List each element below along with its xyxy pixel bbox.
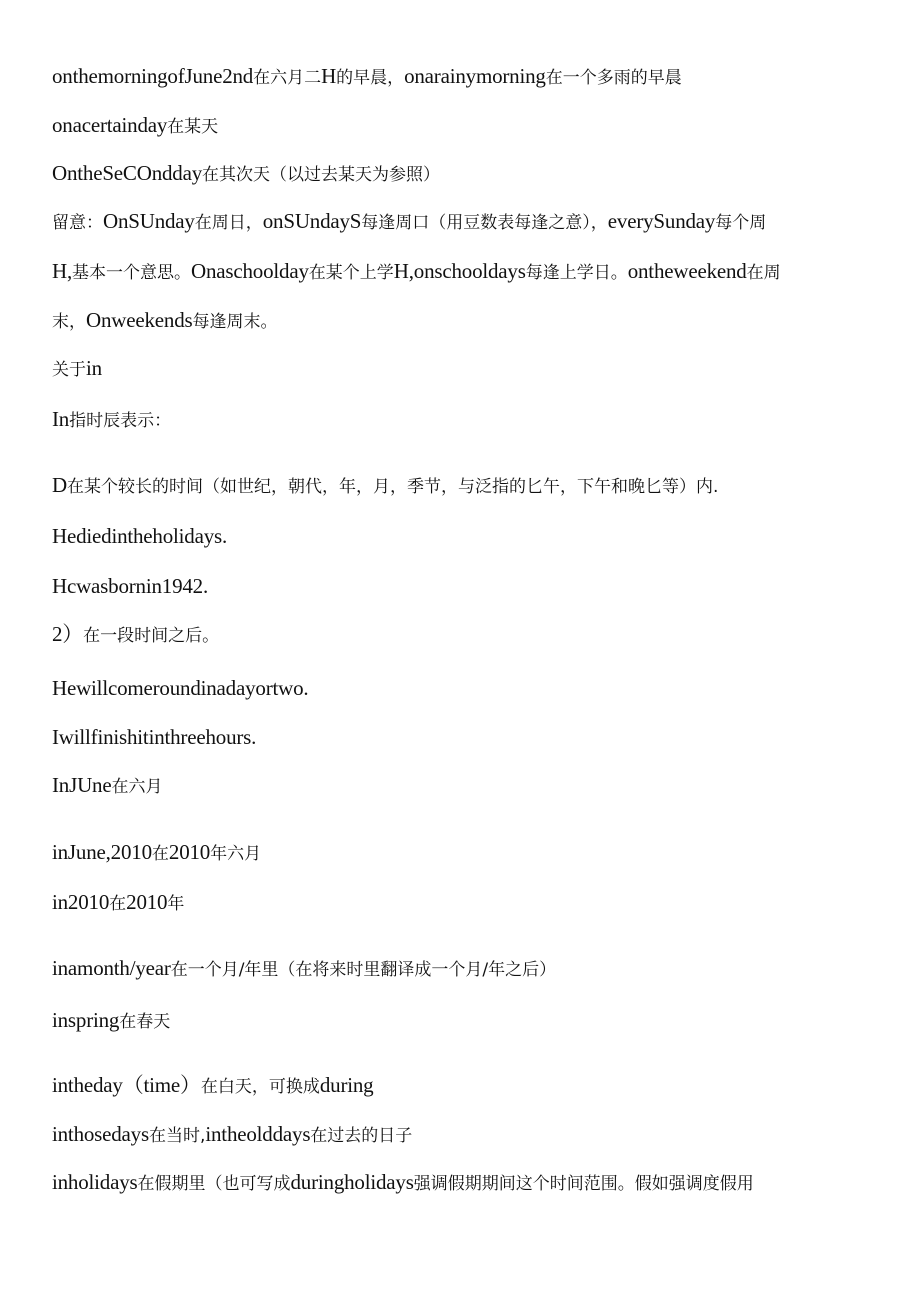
text-segment: 每逢周末。: [192, 312, 278, 332]
text-segment: 在周: [746, 263, 781, 283]
text-segment: Hewillcomeroundinadayortwo.: [52, 676, 309, 700]
text-segment: 在某个上学: [308, 263, 394, 283]
text-line-10: [52, 526, 227, 547]
text-segment: 末，: [52, 312, 86, 332]
text-segment: 在假期里（也可写成: [137, 1174, 291, 1194]
text-segment: onarainymorning: [404, 64, 546, 88]
text-segment: 在其次天（以过去某天为参照）: [202, 165, 441, 185]
text-line-20: [52, 1075, 373, 1096]
text-segment: 2010: [126, 890, 168, 914]
text-segment: 年六月: [210, 844, 262, 864]
text-segment: 的早晨，: [336, 68, 405, 88]
text-segment: H: [321, 64, 337, 88]
text-segment: H,: [52, 259, 73, 283]
text-line-7: [52, 358, 102, 379]
text-segment: 2）: [52, 622, 84, 646]
text-segment: inholidays: [52, 1170, 138, 1194]
text-segment: 在六月二: [253, 68, 322, 88]
text-segment: 每个周: [715, 213, 767, 233]
text-segment: onthemorningofJune2nd: [52, 64, 254, 88]
text-line-14: [52, 727, 256, 748]
text-segment: ontheweekend: [627, 259, 747, 283]
text-segment: inJune,2010: [52, 840, 152, 864]
text-line-6: [52, 310, 277, 331]
text-segment: duringholidays: [290, 1170, 414, 1194]
text-line-4: [52, 211, 766, 232]
text-line-21: [52, 1124, 412, 1145]
text-segment: 强调假期期间这个时间范围。假如强调度假用: [413, 1174, 754, 1194]
text-line-3: [52, 163, 440, 184]
text-segment: 在: [151, 844, 169, 864]
text-segment: 在一段时间之后。: [83, 626, 220, 646]
text-segment: 年: [167, 894, 185, 914]
text-segment: everySunday: [607, 209, 716, 233]
text-line-16: [52, 842, 261, 863]
text-line-2: [52, 115, 218, 136]
text-line-18: [52, 958, 556, 979]
text-line-12: [52, 624, 219, 645]
text-segment: 在当时,: [148, 1126, 206, 1146]
text-segment: Hediedintheholidays.: [52, 524, 228, 548]
text-segment: inthosedays: [52, 1122, 149, 1146]
text-segment: 基本一个意思。: [72, 263, 192, 283]
text-segment: Onweekends: [86, 308, 193, 332]
text-segment: OnSUnday: [103, 209, 195, 233]
text-segment: InJUne: [52, 773, 112, 797]
text-segment: 在一个多雨的早晨: [545, 68, 682, 88]
text-segment: 在春天: [119, 1012, 171, 1032]
text-line-19: [52, 1010, 170, 1031]
text-segment: during: [319, 1073, 374, 1097]
text-line-11: [52, 576, 208, 597]
text-segment: Iwillfinishitinthreehours.: [52, 725, 257, 749]
text-line-17: [52, 892, 184, 913]
text-segment: 关于: [52, 360, 86, 380]
text-segment: 指时辰表示：: [69, 411, 172, 431]
text-segment: intheolddays: [205, 1122, 311, 1146]
text-segment: 在周日，: [194, 213, 263, 233]
text-segment: Hcwasbornin1942.: [52, 574, 209, 598]
text-line-15: [52, 775, 162, 796]
text-segment: 在过去的日子: [310, 1126, 413, 1146]
text-segment: 每逢上学日。: [525, 263, 628, 283]
text-segment: 在白天，可换成: [200, 1077, 320, 1097]
text-segment: onSUndayS: [262, 209, 362, 233]
text-segment: 在一个月/年里（在将来时里翻译成一个月/年之后）: [170, 960, 557, 980]
text-segment: 留意：: [52, 213, 103, 233]
text-segment: Onaschoolday: [191, 259, 309, 283]
text-line-9: [52, 475, 718, 496]
text-segment: 在: [109, 894, 127, 914]
text-segment: inspring: [52, 1008, 120, 1032]
text-segment: 在某个较长的时间（如世纪，朝代，年，月，季节，与泛指的匕午，下午和晚匕等）内.: [66, 477, 719, 497]
text-segment: 2010: [168, 840, 211, 864]
text-segment: H,onschooldays: [393, 259, 526, 283]
text-line-5: [52, 261, 781, 282]
text-segment: in2010: [52, 890, 110, 914]
text-segment: D: [52, 473, 67, 497]
text-line-8: [52, 409, 171, 430]
text-segment: OntheSeCOndday: [52, 161, 203, 185]
text-segment: onacertainday: [52, 113, 168, 137]
text-line-1: [52, 66, 682, 87]
text-segment: inamonth/year: [52, 956, 171, 980]
text-segment: intheday（time）: [52, 1073, 201, 1097]
text-segment: 在某天: [167, 117, 219, 137]
text-line-22: [52, 1172, 754, 1193]
text-segment: in: [86, 356, 102, 380]
text-segment: 在六月: [111, 777, 163, 797]
text-segment: 每逢周口（用豆数表每逢之意），: [361, 213, 608, 233]
text-segment: In: [52, 407, 70, 431]
text-line-13: [52, 678, 308, 699]
